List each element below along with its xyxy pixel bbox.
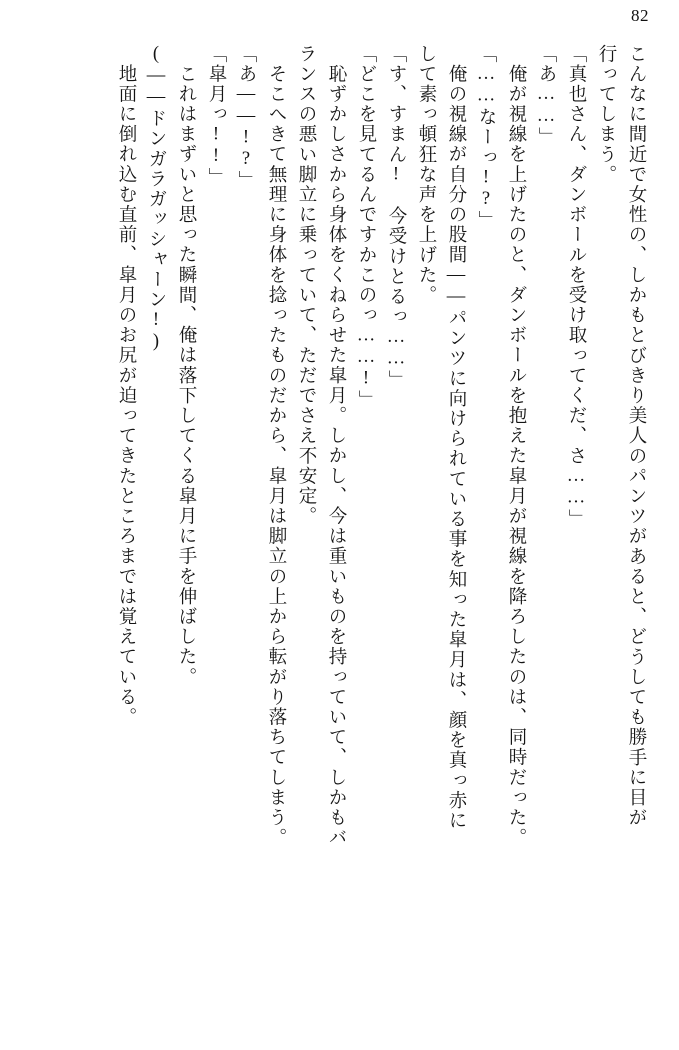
- page-text-body: [28, 44, 651, 1022]
- text-line: これはまずいと思った瞬間、俺は落下してくる皐月に手を伸ばした。: [176, 64, 196, 688]
- text-line: 「あ……」: [536, 44, 556, 148]
- text-line: (——ドンガラガッシャーン!): [146, 44, 166, 353]
- text-line: 地面に倒れ込む直前、皐月のお尻が迫ってきたところまでは覚えている。: [116, 64, 136, 728]
- text-line: 「……なーっ!?」: [476, 44, 496, 231]
- text-line: 俺の視線が自分の股間——パンツに向けられている事を知った皐月は、顔を真っ赤に: [446, 64, 466, 831]
- text-line: そこへきて無理に身体を捻ったものだから、皐月は脚立の上から転がり落ちてしまう。: [266, 64, 286, 848]
- text-line: 行ってしまう。: [596, 44, 616, 185]
- text-line: 「真也さん、ダンボールを受け取ってくだ、さ……」: [566, 44, 586, 530]
- page-number: 82: [631, 6, 649, 25]
- text-line: 「皐月っ!!」: [206, 44, 226, 188]
- text-line: 恥ずかしさから身体をくねらせた皐月。しかし、今は重いものを持っていて、しかもバ: [326, 64, 346, 848]
- text-line: 「あ——!?」: [236, 44, 256, 191]
- text-line: して素っ頓狂な声を上げた。: [416, 44, 436, 306]
- text-line: 「どこを見てるんですかこのっ……!」: [356, 44, 376, 411]
- text-line: ランスの悪い脚立に乗っていて、ただでさえ不安定。: [296, 44, 316, 527]
- text-line: こんなに間近で女性の、しかもとびきり美人のパンツがあると、どうしても勝手に目が: [626, 44, 646, 828]
- text-line: 「す、すまん! 今受けとるっ……」: [386, 44, 406, 391]
- text-line: 俺が視線を上げたのと、ダンボールを抱えた皐月が視線を降ろしたのは、同時だった。: [506, 64, 526, 848]
